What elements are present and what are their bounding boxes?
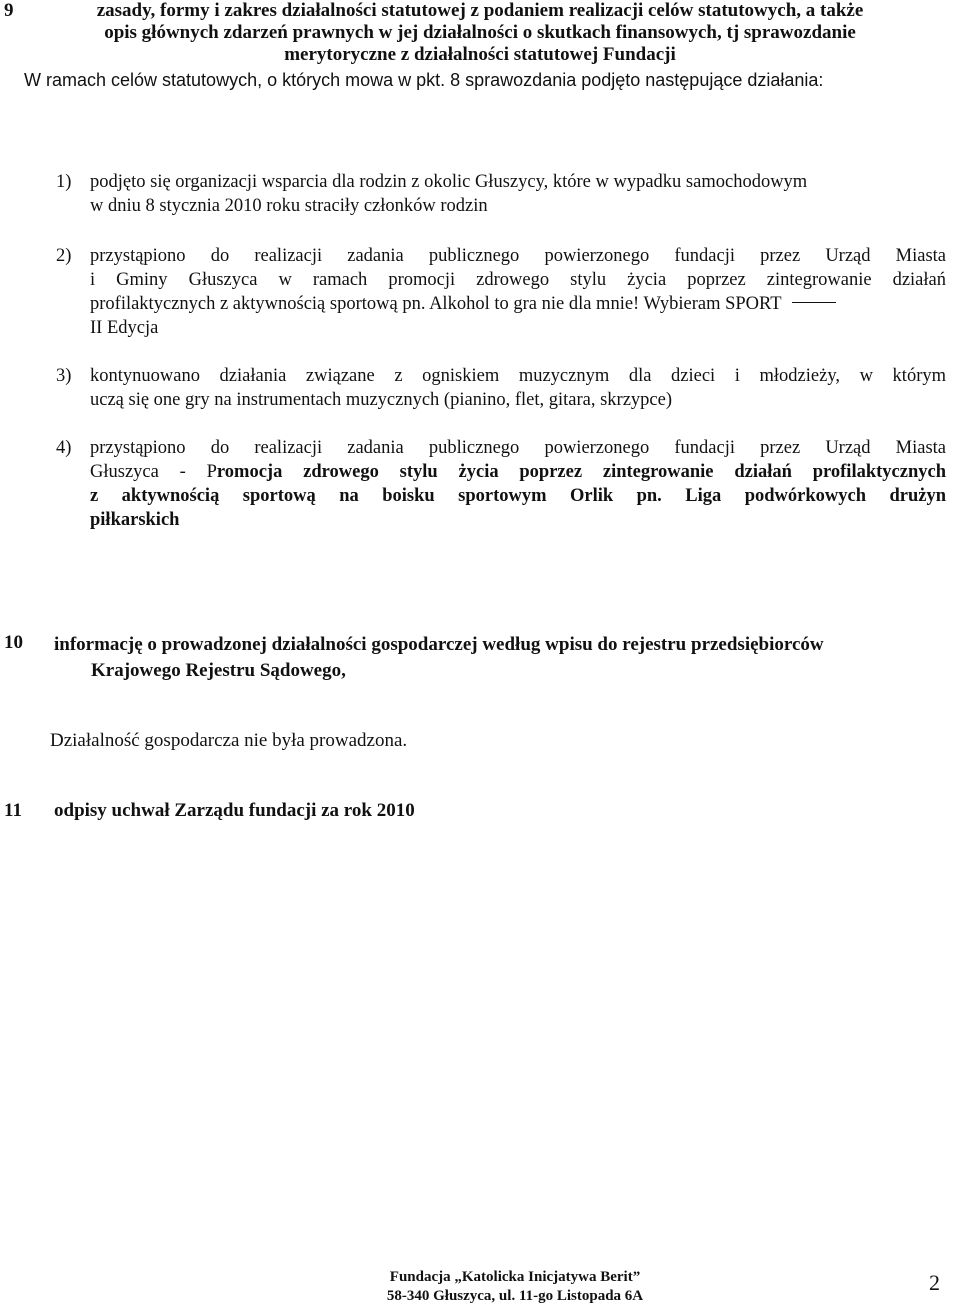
item-line: podjęto się organizacji wsparcia dla rodzin z okolic Głuszycy, które w wypadku samochodowym: [90, 172, 808, 192]
section-10-text: Działalność gospodarcza nie była prowadzona.: [50, 730, 408, 751]
section-11-number: 11: [4, 800, 22, 821]
activity-item-2: [56, 244, 946, 340]
activity-item-4: [56, 436, 946, 532]
page-footer: [340, 1268, 690, 1306]
intro-serif-part: 8 sprawozdania podjęto następujące działania:: [445, 70, 824, 90]
item-marker: 2): [56, 246, 72, 266]
item-line: przystąpiono do realizacji zadania publicznego powierzonego fundacji przez Urząd Miasta: [90, 246, 946, 266]
item-marker: 1): [56, 172, 72, 192]
section-11-title: odpisy uchwał Zarządu fundacji za rok 2010: [54, 800, 415, 821]
item-line: [56, 460, 946, 484]
item-line: z aktywnością sportową na boisku sportowym Orlik pn. Liga podwórkowych drużyn: [90, 486, 946, 506]
item-line: uczą się one gry na instrumentach muzycznych (pianino, flet, gitara, skrzypce): [90, 390, 673, 410]
section-9-title-line: opis głównych zdarzeń prawnych w jej działalności o skutkach finansowych, tj sprawozdanie: [104, 22, 856, 43]
section-9-intro: [24, 68, 954, 93]
item-line: w dniu 8 stycznia 2010 roku straciły członków rodzin: [90, 196, 488, 216]
section-10-title: [54, 632, 959, 684]
section-10-title-line: Krajowego Rejestru Sądowego,: [91, 660, 346, 681]
item-bold-part: romocja zdrowego stylu życia poprzez zintegrowanie działań profilaktycznych: [216, 462, 946, 482]
item-plain-part: Głuszyca - P: [90, 462, 217, 482]
item-line: przystąpiono do realizacji zadania publicznego powierzonego fundacji przez Urząd Miasta: [90, 438, 946, 458]
item-line: i Gminy Głuszyca w ramach promocji zdrowego stylu życia poprzez zintegrowanie działań: [90, 270, 946, 290]
item-line-with-dash: [56, 292, 946, 316]
section-10-title-line: informację o prowadzonej działalności gospodarczej według wpisu do rejestru przedsiębiorców: [54, 634, 824, 655]
intro-sans-part: W ramach celów statutowych, o których mowa w pkt.: [24, 70, 446, 90]
footer-line: 58-340 Głuszyca, ul. 11-go Listopada 6A: [386, 1288, 644, 1304]
activity-item-1: [56, 170, 946, 218]
section-10-number: 10: [4, 632, 23, 653]
section-9-title-line: zasady, formy i zakres działalności statutowej z podaniem realizacji celów statutowych, a także: [96, 0, 864, 21]
section-9-number: 9: [4, 0, 14, 21]
activity-item-3: [56, 364, 946, 412]
item-marker: 4): [56, 438, 72, 458]
section-9-title: [30, 0, 930, 66]
item-line: piłkarskich: [90, 510, 180, 530]
footer-line: Fundacja „Katolicka Inicjatywa Berit”: [389, 1269, 641, 1285]
page-number: 2: [929, 1270, 940, 1295]
item-line: profilaktycznych z aktywnością sportową pn. Alkohol to gra nie dla mnie! Wybieram SPORT: [90, 294, 782, 314]
item-line: kontynuowano działania związane z ogniskiem muzycznym dla dzieci i młodzieży, w którym: [90, 366, 946, 386]
section-9-title-line: merytoryczne z działalności statutowej Fundacji: [284, 44, 676, 65]
dash-rule: [792, 302, 836, 303]
item-line: II Edycja: [90, 318, 159, 338]
item-marker: 3): [56, 366, 72, 386]
